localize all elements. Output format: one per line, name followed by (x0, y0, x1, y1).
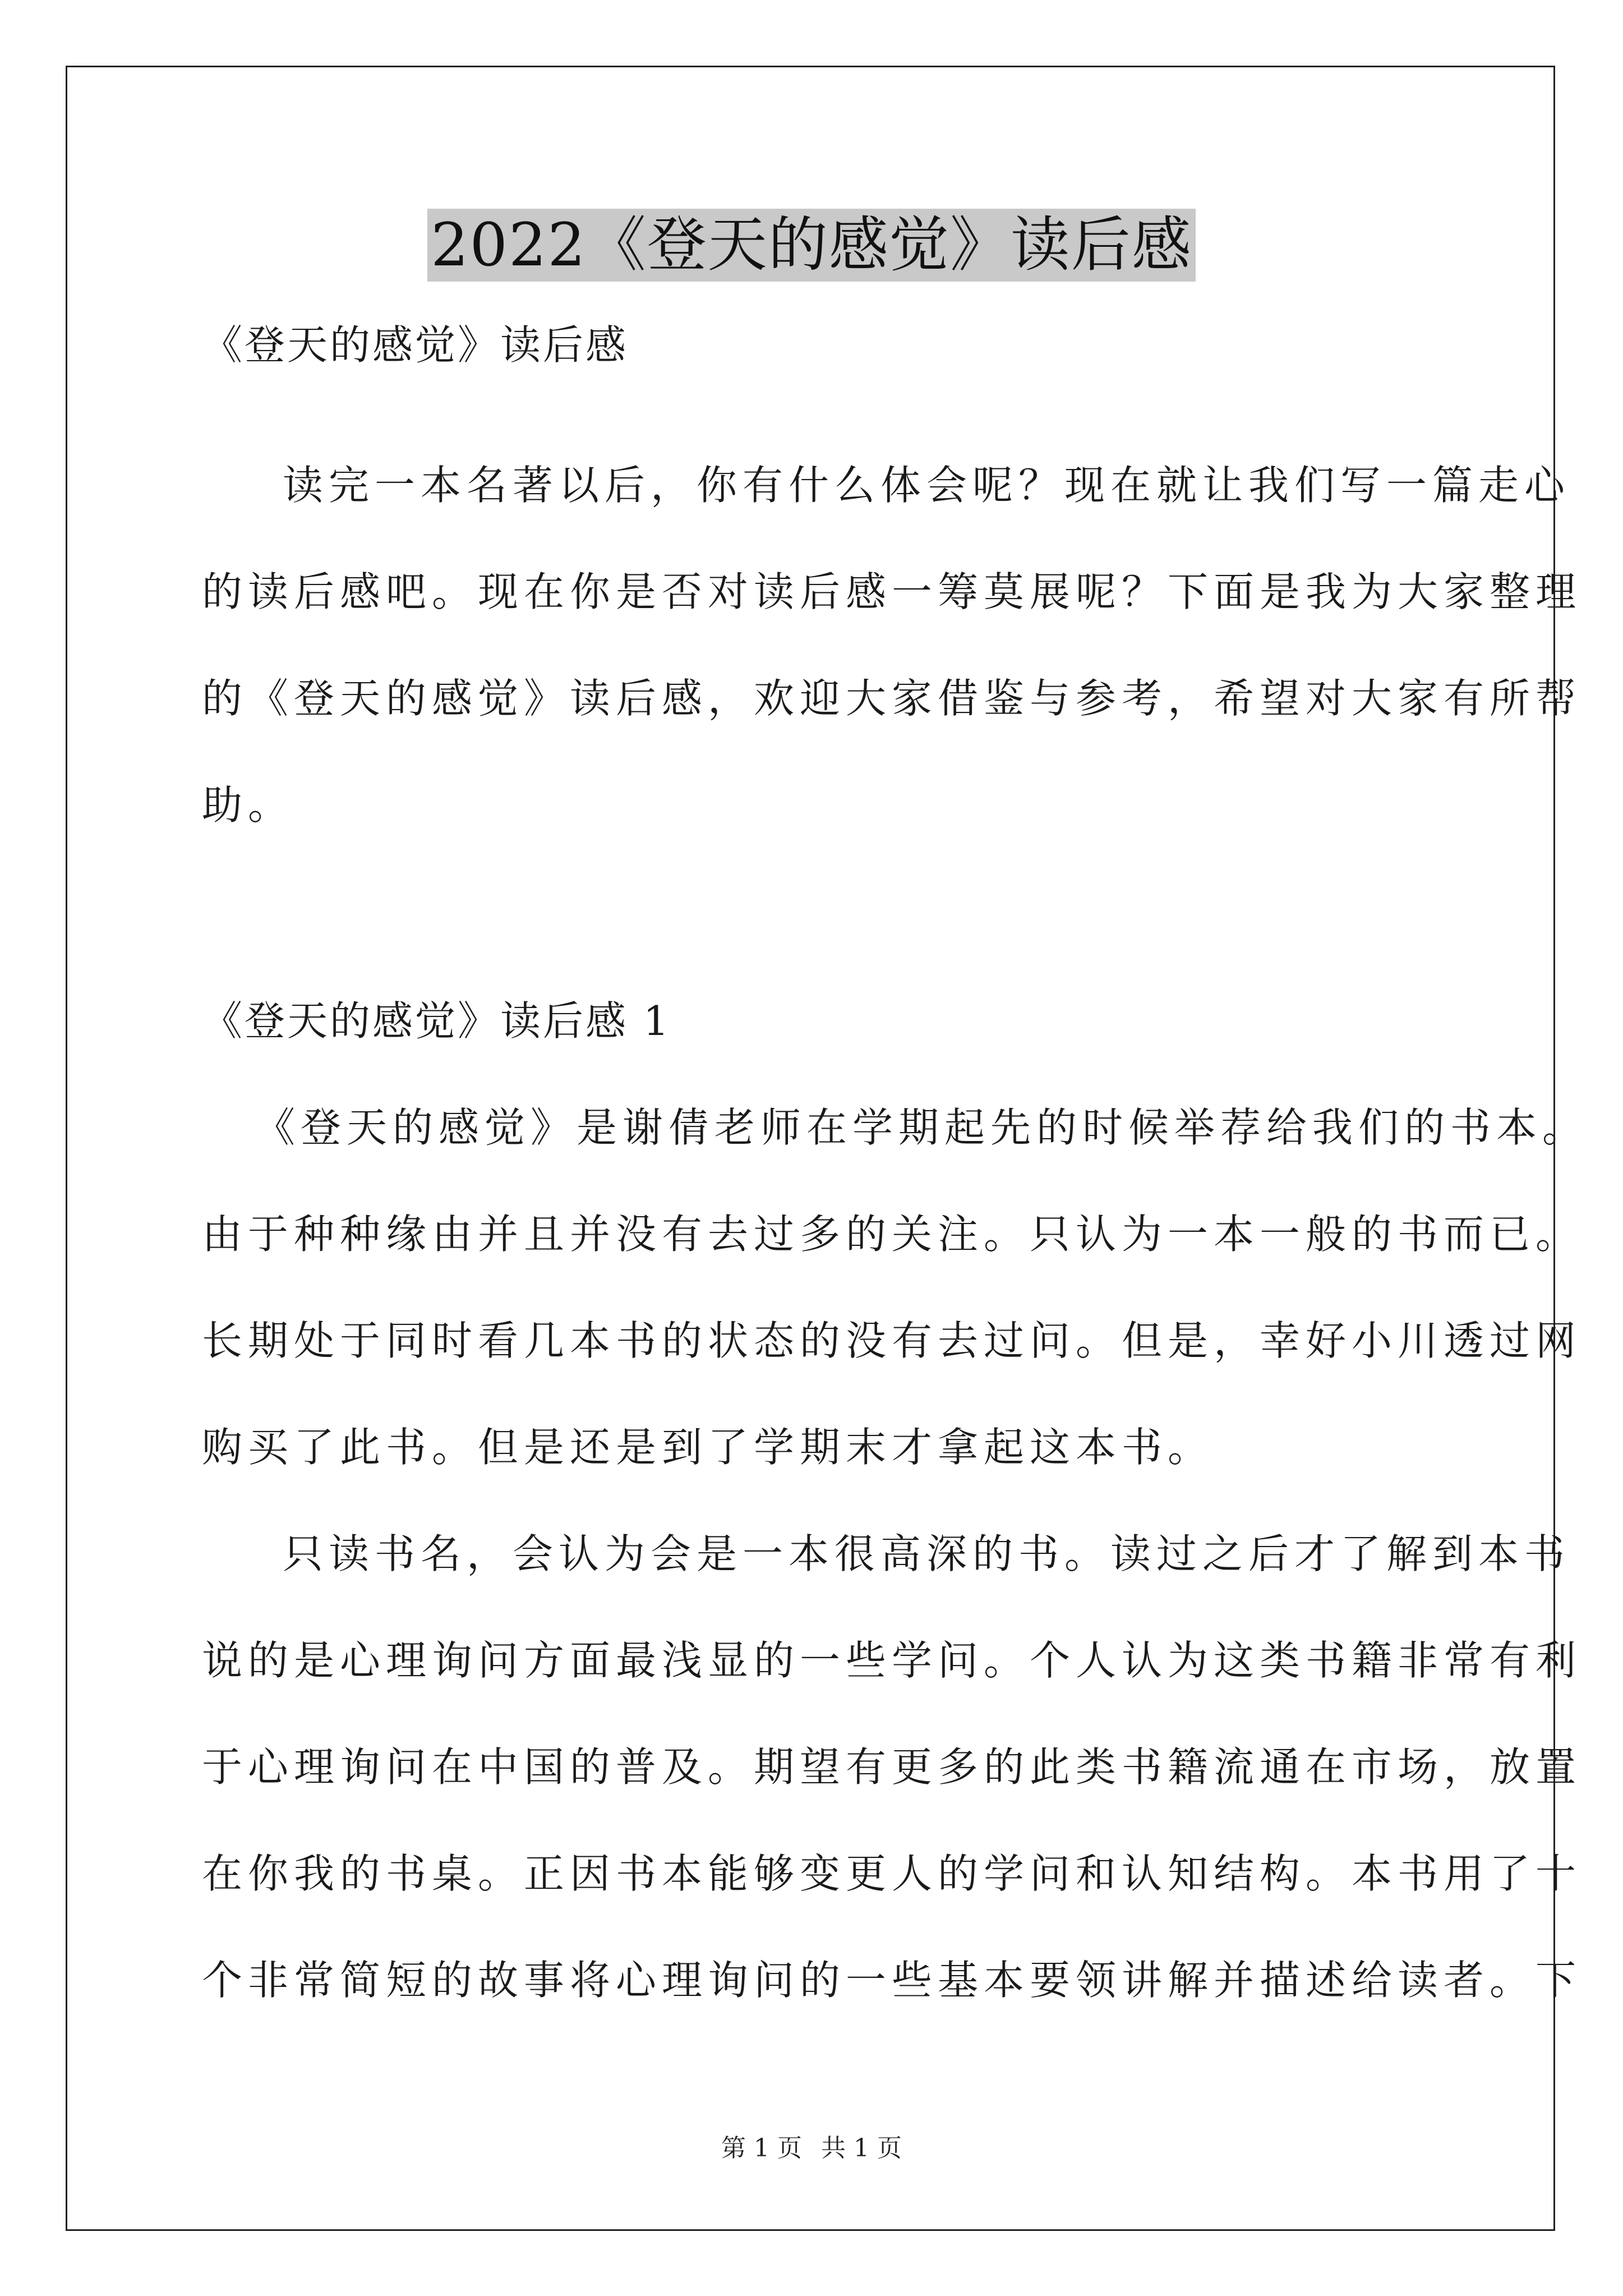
paragraph-line: 购买了此书。但是还是到了学期末才拿起这本书。 (202, 1424, 1214, 1471)
paragraph-line: 在你我的书桌。正因书本能够变更人的学问和认知结构。本书用了十 (202, 1850, 1582, 1897)
paragraph-line: 《登天的感觉》是谢倩老师在学期起先的时候举荐给我们的书本。 (255, 1104, 1589, 1151)
page-number: 第 1 页 (721, 2134, 802, 2162)
section-heading: 《登天的感觉》读后感 (202, 321, 629, 369)
paragraph-line: 个非常简短的故事将心理询问的一些基本要领讲解并描述给读者。下 (202, 1957, 1582, 2004)
page-total: 共 1 页 (821, 2134, 902, 2162)
title-container (0, 209, 1623, 282)
paragraph-line: 由于种种缘由并且并没有去过多的关注。只认为一本一般的书而已。 (202, 1211, 1582, 1258)
paragraph-line: 说的是心理询问方面最浅显的一些学问。个人认为这类书籍非常有利 (202, 1637, 1582, 1684)
paragraph-line: 于心理询问在中国的普及。期望有更多的此类书籍流通在市场，放置 (202, 1743, 1582, 1791)
paragraph-line: 读完一本名著以后，你有什么体会呢？现在就让我们写一篇走心 (283, 462, 1571, 509)
paragraph-line: 的读后感吧。现在你是否对读后感一筹莫展呢？下面是我为大家整理 (202, 568, 1582, 615)
section-heading: 《登天的感觉》读后感 1 (202, 997, 671, 1045)
page-footer (0, 2132, 1623, 2165)
paragraph-line: 助。 (202, 781, 294, 829)
paragraph-line: 的《登天的感觉》读后感，欢迎大家借鉴与参考，希望对大家有所帮 (202, 675, 1582, 722)
paragraph-line: 只读书名，会认为会是一本很高深的书。读过之后才了解到本书 (283, 1530, 1571, 1577)
paragraph-line: 长期处于同时看几本书的状态的没有去过问。但是，幸好小川透过网 (202, 1317, 1582, 1364)
document-title: 2022《登天的感觉》读后感 (427, 209, 1196, 282)
